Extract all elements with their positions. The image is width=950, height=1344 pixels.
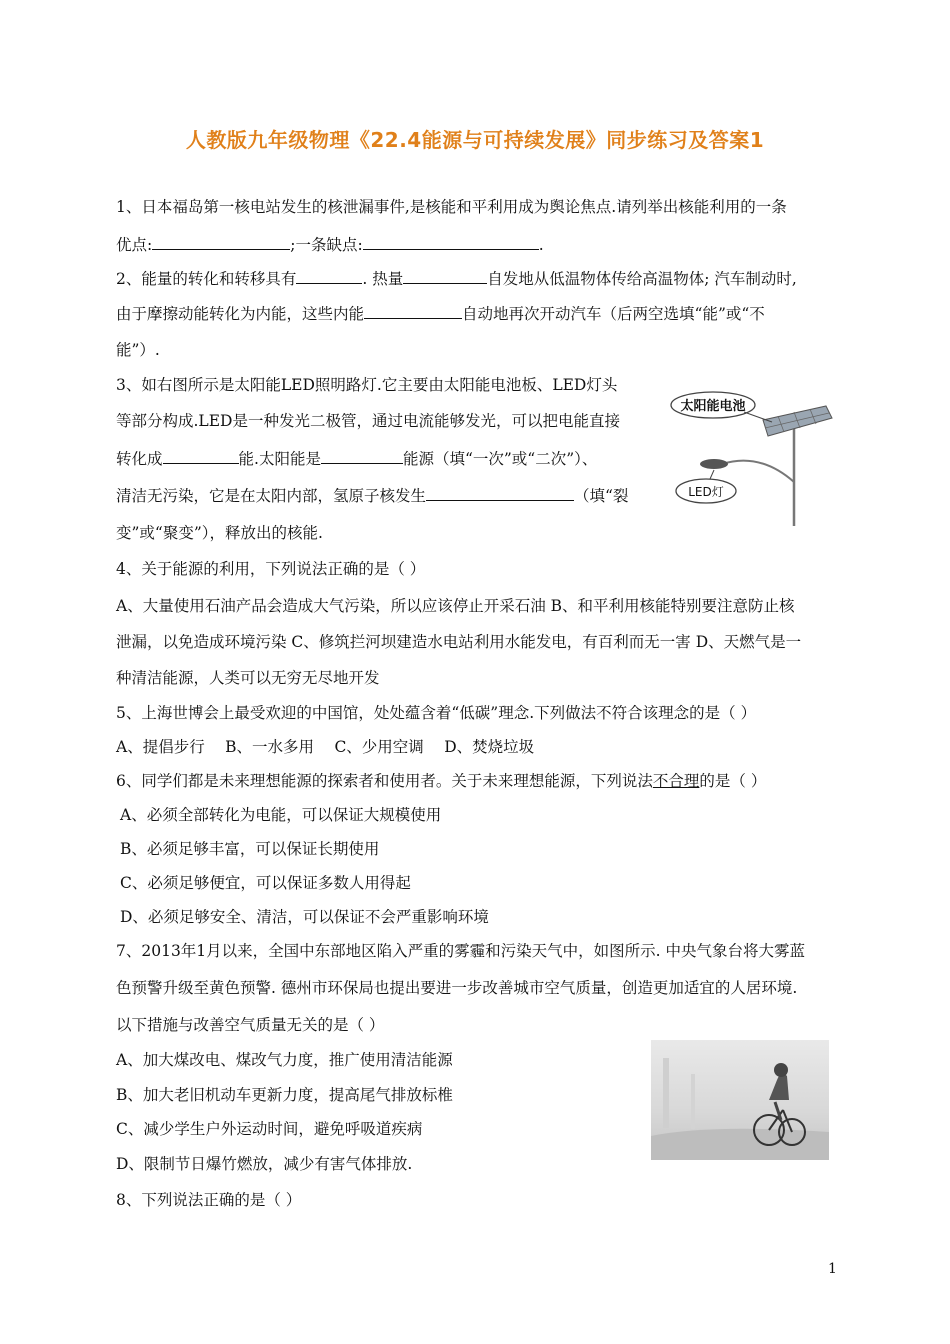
q2-blank-3[interactable] bbox=[364, 304, 462, 319]
q3-line-1: 3、如右图所示是太阳能LED照明路灯.它主要由太阳能电池板、LED灯头 bbox=[116, 376, 618, 394]
q5-options: A、提倡步行 B、一水多用 C、少用空调 D、焚烧垃圾 bbox=[116, 738, 535, 756]
q6-option-a: A、必须全部转化为电能，可以保证大规模使用 bbox=[120, 806, 442, 824]
q3-blank-1[interactable] bbox=[163, 449, 239, 464]
panel-callout-label: 太阳能电池 bbox=[680, 399, 746, 414]
led-lamp-head bbox=[700, 459, 728, 469]
q8-line-1: 8、下列说法正确的是（ ） bbox=[116, 1191, 302, 1209]
q4-line-4: 种清洁能源，人类可以无穷无尽地开发 bbox=[116, 669, 380, 687]
q7-line-1: 7、2013年1月以来，全国中东部地区陷入严重的雾霾和污染天气中，如图所示. 中央气象台将大雾蓝 bbox=[116, 942, 806, 960]
q7-option-d: D、限制节日爆竹燃放，减少有害气体排放. bbox=[116, 1155, 413, 1173]
solar-led-streetlight-figure bbox=[668, 378, 840, 530]
q2-blank-1[interactable] bbox=[296, 269, 362, 284]
q2-line-1 bbox=[116, 269, 797, 289]
q2-line-2 bbox=[116, 304, 765, 324]
q2-text-d: 由于摩擦动能转化为内能，这些内能 bbox=[116, 305, 365, 323]
q6-text-c: 的是（ ） bbox=[699, 772, 767, 790]
q6-option-c: C、必须足够便宜，可以保证多数人用得起 bbox=[120, 874, 411, 892]
q3-line-2: 等部分构成.LED是一种发光二极管，通过电流能够发光，可以把电能直接 bbox=[116, 412, 620, 430]
led-callout-label: LED灯 bbox=[688, 485, 724, 499]
q4-line-3: 泄漏，以免造成环境污染 C、修筑拦河坝建造水电站利用水能发电，有百利而无一害 D、天燃气是一 bbox=[116, 633, 802, 651]
q7-option-b: B、加大老旧机动车更新力度，提高尾气排放标椎 bbox=[116, 1086, 453, 1104]
faint-tree bbox=[663, 1058, 669, 1128]
q7-option-a: A、加大煤改电、煤改气力度，推广使用清洁能源 bbox=[116, 1051, 453, 1069]
q3-text-e: （填“裂 bbox=[574, 487, 629, 505]
q2-text-c: 自发地从低温物体传给高温物体; 汽车制动时, bbox=[487, 270, 797, 288]
q3-text-a: 转化成 bbox=[116, 450, 163, 468]
q3-text-d: 清洁无污染，它是在太阳内部，氢原子核发生 bbox=[116, 487, 427, 505]
q1-text-b: ;一条缺点: bbox=[290, 236, 363, 254]
q3-text-c: 能源（填“一次”或“二次”）、 bbox=[402, 450, 598, 468]
page-number: 1 bbox=[828, 1261, 837, 1277]
q7-line-2: 色预警升级至黄色预警. 德州市环保局也提出要进一步改善城市空气质量，创造更加适宜的人居环境. bbox=[116, 979, 798, 997]
road bbox=[651, 1129, 829, 1160]
q4-line-1: 4、关于能源的利用，下列说法正确的是（ ） bbox=[116, 560, 426, 578]
q3-line-5: 变”或“聚变”），释放出的核能. bbox=[116, 524, 323, 542]
q6-option-d: D、必须足够安全、清洁，可以保证不会严重影响环境 bbox=[120, 908, 489, 926]
smog-cyclist-photo bbox=[651, 1040, 829, 1160]
q2-text-e: 自动地再次开动汽车（后两空选填“能”或“不 bbox=[462, 305, 765, 323]
q1-text-c: . bbox=[538, 236, 544, 254]
q7-option-c: C、减少学生户外运动时间，避免呼吸道疾病 bbox=[116, 1120, 423, 1138]
q3-line-3 bbox=[116, 449, 597, 469]
q6-text-a: 6、同学们都是未来理想能源的探索者和使用者。关于未来理想能源，下列说法 bbox=[116, 772, 653, 790]
q6-option-b: B、必须足够丰富，可以保证长期使用 bbox=[120, 840, 380, 858]
q6-underlined-term: 不合理 bbox=[652, 772, 700, 790]
q1-line-1: 1、日本福岛第一核电站发生的核泄漏事件,是核能和平利用成为舆论焦点.请列举出核能利用的一条 bbox=[116, 198, 787, 216]
q3-line-4 bbox=[116, 486, 628, 506]
q2-blank-2[interactable] bbox=[403, 269, 487, 284]
q1-text-a: 优点: bbox=[116, 236, 153, 254]
q3-text-b: 能.太阳能是 bbox=[238, 450, 321, 468]
q5-line-1: 5、上海世博会上最受欢迎的中国馆，处处蕴含着“低碳”理念.下列做法不符合该理念的是（ ） bbox=[116, 704, 757, 722]
q1-blank-advantage[interactable] bbox=[152, 235, 290, 250]
q1-blank-disadvantage[interactable] bbox=[363, 235, 539, 250]
page-title: 人教版九年级物理《22.4能源与可持续发展》同步练习及答案1 bbox=[185, 128, 765, 152]
q3-blank-3[interactable] bbox=[426, 486, 574, 501]
cyclist-head bbox=[774, 1063, 788, 1077]
q2-text-a: 2、能量的转化和转移具有 bbox=[116, 270, 297, 288]
q7-line-3: 以下措施与改善空气质量无关的是（ ） bbox=[116, 1016, 385, 1034]
q2-text-b: . 热量 bbox=[362, 270, 404, 288]
q2-line-3: 能”）. bbox=[116, 341, 160, 359]
q4-line-2: A、大量使用石油产品会造成大气污染，所以应该停止开采石油 B、和平利用核能特别要注意防止核 bbox=[116, 597, 795, 615]
lamp-arm bbox=[722, 461, 794, 482]
q3-blank-2[interactable] bbox=[321, 449, 403, 464]
q1-line-2 bbox=[116, 235, 544, 255]
q6-line-1 bbox=[116, 771, 766, 791]
